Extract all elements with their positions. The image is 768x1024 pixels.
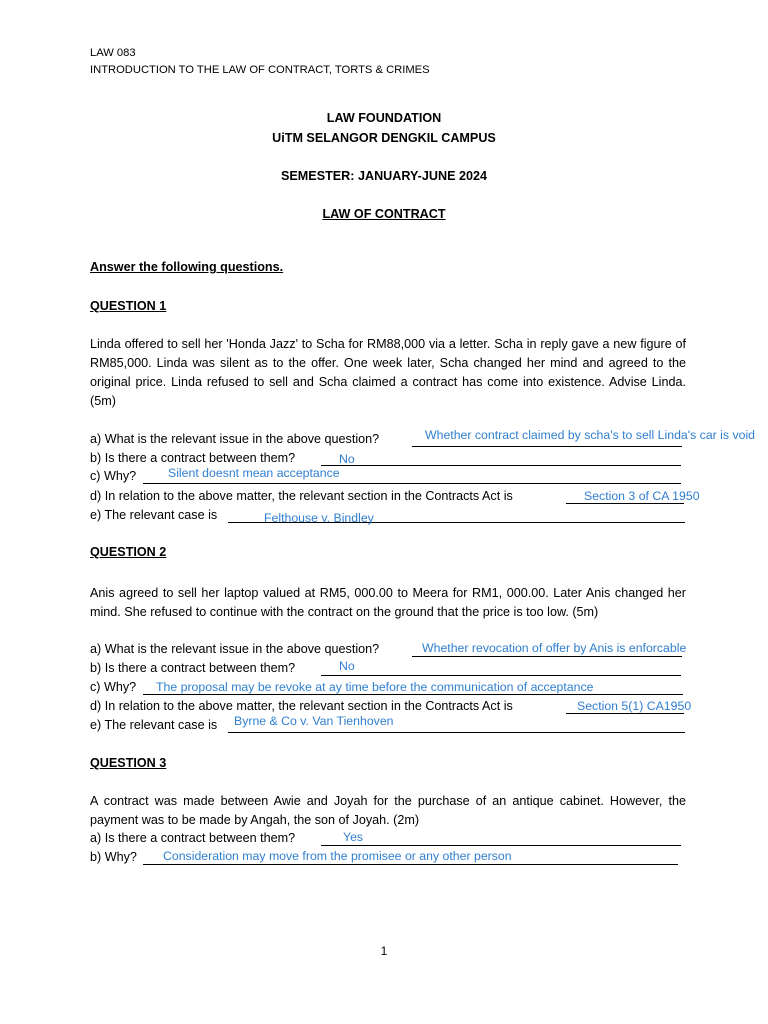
programme-title: LAW FOUNDATION (326, 111, 442, 125)
instruction: Answer the following questions. (90, 260, 284, 274)
q1-a-blank[interactable] (412, 446, 682, 447)
q2-b-label: b) Is there a contract between them? (90, 661, 296, 675)
q1-d-label: d) In relation to the above matter, the relevant section in the Contracts Act is (90, 489, 513, 503)
q3-b-blank[interactable] (143, 864, 678, 865)
q1-a-answer: Whether contract claimed by scha's to sell Linda's car is void (425, 428, 756, 442)
q2-d-label: d) In relation to the above matter, the relevant section in the Contracts Act is (90, 699, 513, 713)
q1-c-label: c) Why? (90, 469, 137, 483)
q1-b-blank[interactable] (321, 465, 681, 466)
question-3-heading: QUESTION 3 (90, 756, 167, 770)
question-2-heading: QUESTION 2 (90, 545, 167, 559)
q2-e-answer: Byrne & Co v. Van Tienhoven (234, 714, 394, 728)
q2-a-blank[interactable] (412, 656, 682, 657)
course-title: INTRODUCTION TO THE LAW OF CONTRACT, TORTS & CRIMES (90, 64, 430, 76)
q1-c-answer: Silent doesnt mean acceptance (168, 466, 340, 480)
q1-b-label: b) Is there a contract between them? (90, 451, 296, 465)
campus-title: UiTM SELANGOR DENGKIL CAMPUS (272, 131, 496, 145)
q2-c-blank[interactable] (143, 694, 683, 695)
q2-e-blank[interactable] (228, 732, 685, 733)
q1-b-answer: No (339, 452, 355, 466)
q3-a-label: a) Is there a contract between them? (90, 831, 296, 845)
q2-e-label: e) The relevant case is (90, 718, 218, 732)
q2-a-answer: Whether revocation of offer by Anis is enforcable (422, 641, 687, 655)
q3-a-blank[interactable] (321, 845, 681, 846)
page-number: 1 (380, 944, 388, 958)
question-1-heading: QUESTION 1 (90, 299, 167, 313)
q3-b-label: b) Why? (90, 850, 137, 864)
q2-c-answer: The proposal may be revoke at ay time before the communication of acceptance (156, 680, 594, 694)
q3-b-answer: Consideration may move from the promisee or any other person (163, 849, 512, 863)
q2-c-label: c) Why? (90, 680, 137, 694)
q1-c-blank[interactable] (143, 483, 681, 484)
semester-title: SEMESTER: JANUARY-JUNE 2024 (281, 169, 487, 183)
question-2-text: Anis agreed to sell her laptop valued at RM5, 000.00 to Meera for RM1, 000.00. Later Anis changed her mind. She refused to continue with the contract on the ground that the price is too low. (5m) (90, 586, 686, 619)
question-3-text: A contract was made between Awie and Joyah for the purchase of an antique cabinet. However, the payment was to be made by Angah, the son of Joyah. (2m) (90, 794, 686, 827)
q1-d-blank[interactable] (566, 503, 684, 504)
q2-d-blank[interactable] (566, 713, 684, 714)
topic-title (0, 207, 768, 221)
q2-b-blank[interactable] (321, 675, 681, 676)
q1-e-label: e) The relevant case is (90, 508, 218, 522)
course-code: LAW 083 (90, 47, 136, 59)
topic-title-text: LAW OF CONTRACT (322, 207, 446, 221)
q1-d-answer: Section 3 of CA 1950 (584, 489, 700, 503)
q2-d-answer: Section 5(1) CA1950 (577, 699, 692, 713)
q1-e-answer: Felthouse v. Bindley (264, 511, 374, 525)
q2-b-answer: No (339, 659, 355, 673)
q1-a-label: a) What is the relevant issue in the above question? (90, 432, 380, 446)
q2-a-label: a) What is the relevant issue in the above question? (90, 642, 380, 656)
question-1-text: Linda offered to sell her 'Honda Jazz' to Scha for RM88,000 via a letter. Scha in reply gave a new figure of RM85,000. Linda was silent as to the offer. One week later, Scha changed her mind and agreed to the original price. Linda refused to sell and Scha claimed a contract has come into existence. Advise Linda. (5m) (90, 337, 686, 408)
q3-a-answer: Yes (343, 830, 364, 844)
